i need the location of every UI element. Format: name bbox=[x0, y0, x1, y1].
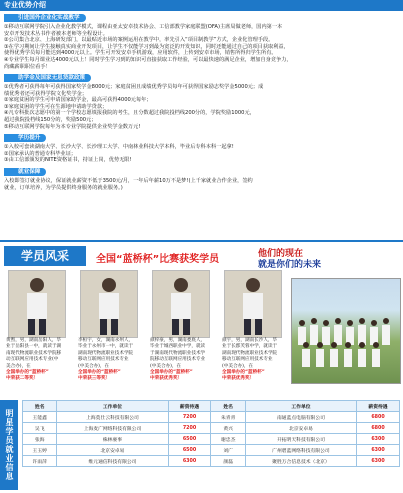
student-desc bbox=[222, 338, 278, 383]
student-desc-line: 中荣获优秀奖！ bbox=[222, 376, 255, 382]
table-header-row bbox=[23, 401, 400, 412]
table-cell: 张海 bbox=[23, 434, 57, 445]
student-desc bbox=[78, 338, 134, 383]
table-cell: 吴飞 bbox=[23, 423, 57, 434]
student-desc-line: 黄煦，男，湖南岳阳人，毕业于岳阳县一中，就读于湖南现代物流职业技术学院移动互联网应用技术专业(中美合办)，在 bbox=[6, 338, 62, 369]
table-cell: 6300 bbox=[356, 456, 399, 467]
table-cell: 6800 bbox=[356, 412, 399, 423]
table-cell: 许雨萍 bbox=[23, 456, 57, 467]
text-line: 入校即签订就业协议，保证就业薪资不低于3500元/月，一年后年薪10万不是梦!(上千家就业合作企业，签约 bbox=[4, 178, 253, 184]
text-line: ④专业学生每月课业达4000元以上！同时学生学习到的知识可直接获取工作经验，可以最快速的满足企业，增加自身竞争力， bbox=[4, 56, 292, 63]
text-line: ①入校可套读湖南大学、长沙大学、长沙理工大学、中南林业科技大学本科，毕业后专科本科一起拿! bbox=[4, 144, 234, 150]
table-cell: 6500 bbox=[168, 445, 211, 456]
table-cell: 刘广 bbox=[211, 445, 245, 456]
table-cell: 南通蓝点电脑有限公司 bbox=[245, 412, 356, 423]
table-cell: 株林豪事 bbox=[57, 434, 168, 445]
banner-contest: 全国“蓝桥杯”比赛获奖学员 bbox=[96, 254, 220, 265]
table-cell: 王能鑫 bbox=[23, 412, 57, 423]
page-header: 专业优势介绍 bbox=[0, 0, 403, 11]
table-row bbox=[23, 412, 400, 423]
table-row bbox=[23, 423, 400, 434]
table-row bbox=[23, 434, 400, 445]
section-teaching-text bbox=[4, 24, 292, 70]
table-header-cell: 工作单位 bbox=[57, 401, 168, 412]
text-line: 使得优秀学员每月能达到4000元以上。学生可开发安卓手机游戏，应用软件，上传到安卓市场，销售所得归学生所有。 bbox=[4, 50, 277, 57]
text-line: 绩优秀者还可获得学院文化奖学金； bbox=[4, 90, 88, 97]
text-line: ①移动互联网学院引入企业化教学模式，课程由亚太安卓技术协会、工信部教学家庭联盟(OFA)主席局做老师，国内第一本 bbox=[4, 24, 283, 30]
text-line: 就业，订单培养，为学员提供终身服务的就业服务。) bbox=[4, 184, 123, 191]
section-tag-degree: 学历提升 bbox=[4, 134, 46, 142]
student-desc-line: 全国举办的“蓝桥杯” bbox=[222, 370, 265, 376]
text-line: ④凡专科批次志愿中的第一个学校志愿填报我院的考生，且分数超过我院投档线200分的，学院奖励1000元， bbox=[4, 110, 255, 117]
table-cell: 王玉婷 bbox=[23, 445, 57, 456]
table-row bbox=[23, 456, 400, 467]
employment-table bbox=[22, 400, 400, 467]
table-cell: 7200 bbox=[168, 412, 211, 423]
text-line: ①优秀者可获得每年可获得国家奖学金8000元；家庭贫困且成绩优秀学员每年可获得国家励志奖学金5000元；成 bbox=[4, 84, 264, 90]
student-desc-line: 全国举办的“蓝桥杯” bbox=[78, 370, 121, 376]
table-header-cell: 薪资待遇 bbox=[356, 401, 399, 412]
student-desc-line: 颜梓豪，男，湖南娄底人，毕业于城西职业中学，就读于湖南现代物流职业技术学院移动互联网应用技术专业(中美合办)，在 bbox=[150, 338, 206, 369]
table-cell: 北京安卓易 bbox=[245, 423, 356, 434]
student-desc-line: 李桓宇，女，湖南永州人，毕业于永州市一中，就读于湖南现代物流职业技术学院移动互联网应用技术专业(中美合办)，在 bbox=[78, 338, 134, 369]
text-line: ②公司集合北京、上海研发部门，以最贴近市场的案例运用在教学中，率先引入“项目制教学”方式，企业化管理手段。 bbox=[4, 37, 274, 44]
student-photo bbox=[224, 270, 282, 338]
table-cell: 6800 bbox=[356, 423, 399, 434]
group-photo bbox=[291, 278, 401, 384]
table-cell: 上海麦广网络科技有限公司 bbox=[57, 423, 168, 434]
text-line: ②家庭贫困的学生可申请国家助学金，最高可获得4000元每年； bbox=[4, 97, 152, 104]
student-desc bbox=[6, 338, 62, 383]
banner-now: 他们的现在 bbox=[258, 249, 304, 259]
text-line: ⑤移动互联网学院每年为本专业学院提供企业奖学金数万元! bbox=[4, 123, 141, 130]
text-line: ③在学习期间让学生接触真实商业开发项目，让学生不仅能学习到最为宽泛的开发知识，同时还能通过自己的项目获取利益， bbox=[4, 43, 289, 50]
text-line: ③由工信部颁发的NITE资格证书，持证上岗，优势无限! bbox=[4, 157, 132, 164]
student-desc-line: 中荣获优秀奖！ bbox=[150, 376, 183, 382]
table-cell: 开拓明天科技有限公司 bbox=[245, 434, 356, 445]
table-cell: 6300 bbox=[168, 456, 211, 467]
banner-future: 就是你们的未来 bbox=[258, 260, 322, 270]
table-cell: 朱青青 bbox=[211, 412, 245, 423]
text-line: ③家庭贫困的学生可在生源地申请助学贷款； bbox=[4, 103, 108, 110]
section-employment-text bbox=[4, 178, 253, 191]
table-header-cell: 姓名 bbox=[23, 401, 57, 412]
student-photo bbox=[8, 270, 66, 338]
table-cell: 谢忠杰 bbox=[211, 434, 245, 445]
table-cell: 6300 bbox=[356, 434, 399, 445]
student-desc-line: 中荣获三等奖！ bbox=[78, 376, 111, 382]
student-photo bbox=[152, 270, 210, 338]
text-line: 尚藏薪职职位看手！ bbox=[4, 63, 51, 70]
student-desc-line: 颜宇，男，湖南长沙人，毕业于长郡芙蓉中学，就读于湖南现代物流职业技术学院移动互联网应用技术专业(中美合办)，在 bbox=[222, 338, 278, 369]
table-header-cell: 姓名 bbox=[211, 401, 245, 412]
table-cell: 7200 bbox=[168, 423, 211, 434]
table-cell: 6300 bbox=[356, 445, 399, 456]
section-tag-employment: 就业保障 bbox=[4, 168, 46, 176]
table-header-cell: 工作单位 bbox=[245, 401, 356, 412]
section-aid-text bbox=[4, 84, 263, 130]
banner-students: 学员风采 bbox=[4, 246, 86, 266]
student-desc-line: 全国举办的“蓝桥杯” bbox=[6, 370, 49, 376]
student-desc bbox=[150, 338, 206, 383]
table-cell: 6500 bbox=[168, 434, 211, 445]
student-photo bbox=[80, 270, 138, 338]
table-side-title: 明星学员就业信息 bbox=[0, 400, 18, 490]
student-desc-line: 全国举办的“蓝桥杯” bbox=[150, 370, 193, 376]
section-degree-text bbox=[4, 144, 234, 164]
table-cell: 聚胜万合信息技术（北京） bbox=[245, 456, 356, 467]
table-row bbox=[23, 445, 400, 456]
table-cell: 北京安卓易 bbox=[57, 445, 168, 456]
table-cell: 广州碧蓝网络科技有限公司 bbox=[245, 445, 356, 456]
table-header-cell: 薪资待遇 bbox=[168, 401, 211, 412]
divider bbox=[0, 240, 403, 242]
table-cell: 黄兴 bbox=[211, 423, 245, 434]
table-cell: 维元通信科技有限公司 bbox=[57, 456, 168, 467]
text-line: 安卓开发技术丛书作者被本老师等全程设计。 bbox=[4, 30, 108, 37]
section-tag-aid: 助学金及国家无息贷款政策 bbox=[4, 74, 91, 82]
section-tag-teaching: 引进国外企业化实战教学 bbox=[4, 14, 86, 22]
student-desc-line: 中荣获二等奖！ bbox=[6, 376, 39, 382]
text-line: ②国家承认的普通专科毕业证； bbox=[4, 150, 77, 157]
table-cell: 上海莫仕云科技有限公司 bbox=[57, 412, 168, 423]
table-cell: 颜磊 bbox=[211, 456, 245, 467]
text-line: 超过我院投档线150分的，奖励500元； bbox=[4, 116, 97, 123]
